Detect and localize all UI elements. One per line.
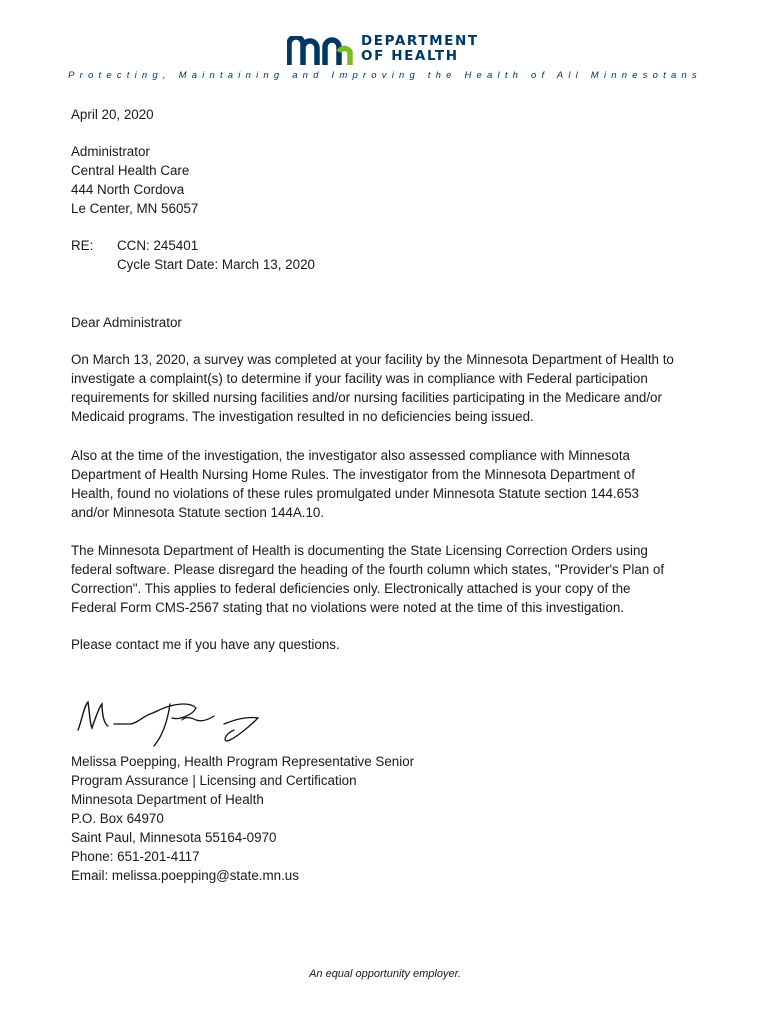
recipient-line-4: Le Center, MN 56057 (71, 201, 199, 216)
salutation: Dear Administrator (71, 315, 182, 330)
closing-line: Please contact me if you have any questions. (71, 637, 340, 652)
paragraph-line: Department of Health Nursing Home Rules. The investigator from the Minnesota Department of (71, 467, 635, 482)
tagline: Protecting, Maintaining and Improving the Health of All Minnesotans (68, 70, 702, 81)
paragraph-2 (71, 446, 711, 522)
paragraph-line: federal software. Please disregard the heading of the fourth column which states, "Provider's Plan of (71, 562, 665, 577)
footer-text: An equal opportunity employer. (309, 968, 461, 980)
signer-email: Email: melissa.poepping@state.mn.us (71, 868, 299, 883)
signer-unit: Program Assurance | Licensing and Certification (71, 773, 357, 788)
signer-phone: Phone: 651-201-4117 (71, 849, 200, 864)
re-label: RE: (71, 238, 94, 253)
paragraph-line: Health, found no violations of these rules promulgated under Minnesota Statute section 144.653 (71, 486, 639, 501)
paragraph-line: Medicaid programs. The investigation resulted in no deficiencies being issued. (71, 409, 534, 424)
re-details (117, 236, 315, 274)
recipient-line-2: Central Health Care (71, 163, 190, 178)
letter-date: April 20, 2020 (71, 107, 154, 122)
paragraph-line: Federal Form CMS-2567 stating that no violations were noted at the time of this investigation. (71, 600, 625, 615)
paragraph-3 (71, 541, 711, 617)
paragraph-line: Also at the time of the investigation, the investigator also assessed compliance with Minnesota (71, 448, 630, 463)
paragraph-line: The Minnesota Department of Health is documenting the State Licensing Correction Orders using (71, 543, 648, 558)
signature-block (71, 752, 414, 885)
paragraph-line: requirements for skilled nursing facilities and/or nursing facilities participating in the Medicare and/or (71, 390, 662, 405)
paragraph-line: On March 13, 2020, a survey was completed at your facility by the Minnesota Department of Health to (71, 352, 674, 367)
recipient-line-1: Administrator (71, 144, 150, 159)
mdh-logo (287, 34, 487, 70)
department-line-2: OF HEALTH (361, 48, 459, 64)
signer-po-box: P.O. Box 64970 (71, 811, 164, 826)
signer-city: Saint Paul, Minnesota 55164-0970 (71, 830, 277, 845)
paragraph-line: investigate a complaint(s) to determine if your facility was in compliance with Federal participation (71, 371, 648, 386)
recipient-line-3: 444 North Cordova (71, 182, 185, 197)
paragraph-line: and/or Minnesota Statute section 144A.10. (71, 505, 325, 520)
handwritten-signature (74, 694, 264, 750)
paragraph-1 (71, 350, 711, 426)
ccn: CCN: 245401 (117, 238, 199, 253)
signer-name-title: Melissa Poepping, Health Program Representative Senior (71, 754, 415, 769)
mn-logo-mark (287, 36, 353, 66)
department-line-1: DEPARTMENT (361, 33, 479, 49)
cycle-start-date: Cycle Start Date: March 13, 2020 (117, 257, 315, 272)
signer-agency: Minnesota Department of Health (71, 792, 264, 807)
paragraph-line: Correction". This applies to federal deficiencies only. Electronically attached is your copy of the (71, 581, 631, 596)
department-name (361, 34, 479, 64)
